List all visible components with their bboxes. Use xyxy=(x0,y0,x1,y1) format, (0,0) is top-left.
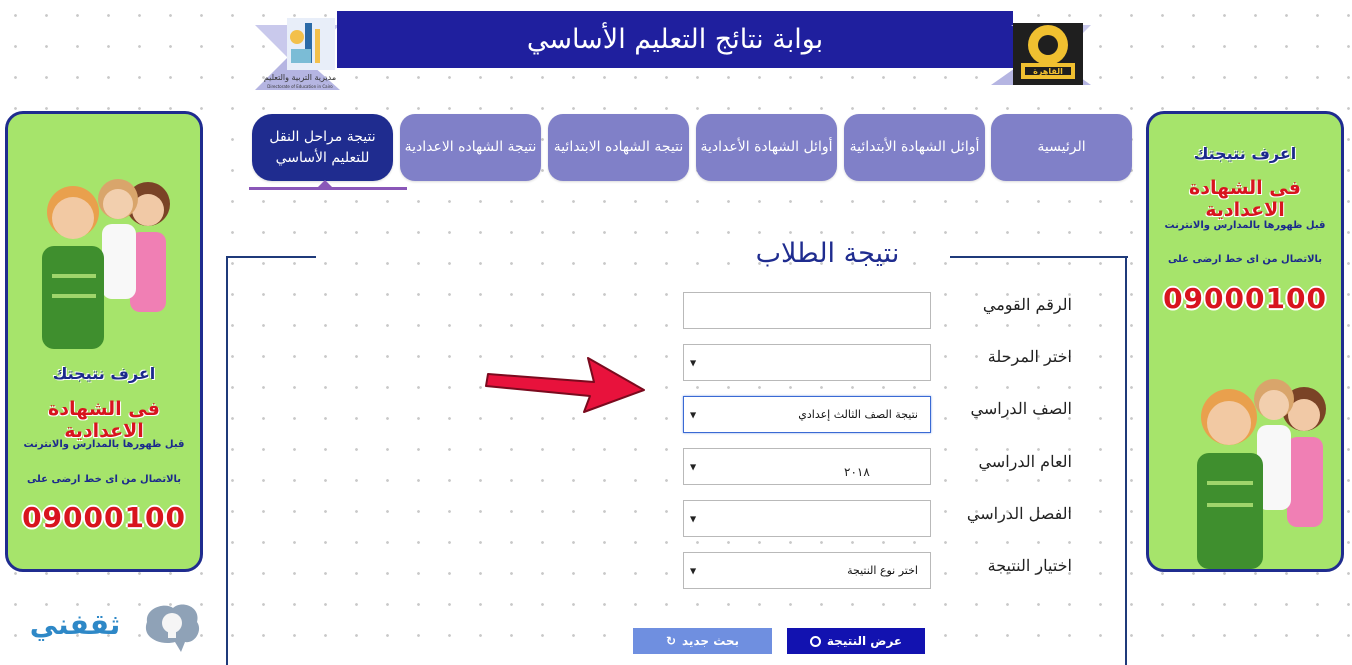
brand-logo xyxy=(15,600,205,656)
red-arrow-icon xyxy=(484,352,648,414)
tab-label: الرئيسية xyxy=(1037,139,1086,155)
search-icon xyxy=(810,636,821,647)
tab-label: نتيجة الشهاده الاعدادية xyxy=(404,139,537,155)
grade-value: نتيجة الصف الثالث إعدادي xyxy=(798,408,918,421)
year-select[interactable] xyxy=(683,448,931,485)
page-title: بوابة نتائج التعليم الأساسي xyxy=(337,11,1013,68)
banner-subtitle: قبل ظهورها بالمدارس والانترنت xyxy=(23,439,185,450)
tab-primary-result[interactable] xyxy=(548,114,689,181)
term-label: الفصل الدراسي xyxy=(966,504,1072,523)
banner-call-text: بالاتصال من اى خط ارضى على xyxy=(1167,254,1323,265)
cairo-logo xyxy=(991,15,1091,87)
grade-label: الصف الدراسي xyxy=(970,399,1072,418)
result-type-select[interactable] xyxy=(683,552,931,589)
banner-title: فى الشهادة الاعدادية xyxy=(48,398,160,442)
banner-phone: 09000100 xyxy=(22,501,186,534)
year-value: ٢٠١٨ xyxy=(844,465,870,479)
education-logo xyxy=(255,15,345,93)
banner-call-text: بالاتصال من اى خط ارضى على xyxy=(26,474,182,485)
new-search-label: بحث جديد xyxy=(682,634,740,648)
brand-name: ثقفني xyxy=(29,608,121,641)
form-title: نتيجة الطلاب xyxy=(755,238,900,269)
children-photo xyxy=(18,154,188,349)
national-id-input[interactable] xyxy=(683,292,931,329)
frame-top-left-line xyxy=(226,256,316,258)
show-result-button[interactable] xyxy=(787,628,925,654)
show-result-label: عرض النتيجة xyxy=(826,634,903,648)
dropdown-caret-icon: ▼ xyxy=(690,514,697,523)
cairo-logo-text: القاهرة xyxy=(1033,67,1063,76)
banner-heading: اعرف نتيجتك xyxy=(52,364,156,383)
tab-label: نتيجة الشهاده الابتدائية xyxy=(553,139,684,155)
tab-label: أوائل الشهادة الأعدادية xyxy=(700,139,833,155)
new-search-button[interactable] xyxy=(633,628,772,654)
result-type-value: اختر نوع النتيجة xyxy=(847,564,918,577)
logo-caption: مديرية التربية والتعليم xyxy=(263,73,337,82)
dropdown-caret-icon: ▼ xyxy=(690,566,697,575)
tab-home[interactable] xyxy=(991,114,1132,181)
dropdown-caret-icon: ▼ xyxy=(690,410,697,419)
grade-select[interactable] xyxy=(683,396,931,433)
tab-primary-top[interactable] xyxy=(844,114,985,181)
stage-select[interactable] xyxy=(683,344,931,381)
lightbulb-icon xyxy=(141,600,203,656)
banner-phone: 09000100 xyxy=(1163,282,1327,315)
tab-prep-top[interactable] xyxy=(696,114,837,181)
dropdown-caret-icon: ▼ xyxy=(690,462,697,471)
right-ad-banner[interactable] xyxy=(1146,111,1344,572)
refresh-icon: ↻ xyxy=(665,634,676,648)
stage-label: اختر المرحلة xyxy=(987,347,1072,366)
result-type-label: اختيار النتيجة xyxy=(987,556,1072,575)
banner-heading: اعرف نتيجتك xyxy=(1193,144,1297,163)
frame-top-right-line xyxy=(950,256,1128,258)
left-ad-banner[interactable] xyxy=(5,111,203,572)
tab-label: أوائل الشهادة الأبتدائية xyxy=(849,139,980,155)
banner-title: فى الشهادة الاعدادية xyxy=(1189,177,1301,221)
tab-label: نتيجة مراحل النقل للتعليم الأساسي xyxy=(269,128,376,166)
logo-caption-en: Directorate of Education in Cairo xyxy=(267,84,333,89)
active-tab-underline xyxy=(249,187,407,190)
children-photo xyxy=(1159,339,1339,569)
term-select[interactable] xyxy=(683,500,931,537)
banner-subtitle: قبل ظهورها بالمدارس والانترنت xyxy=(1164,220,1326,231)
national-id-label: الرقم القومي xyxy=(982,295,1072,314)
tab-prep-result[interactable] xyxy=(400,114,541,181)
year-label: العام الدراسي xyxy=(978,452,1072,471)
tab-transfer-result[interactable] xyxy=(252,114,393,181)
dropdown-caret-icon: ▼ xyxy=(690,358,697,367)
